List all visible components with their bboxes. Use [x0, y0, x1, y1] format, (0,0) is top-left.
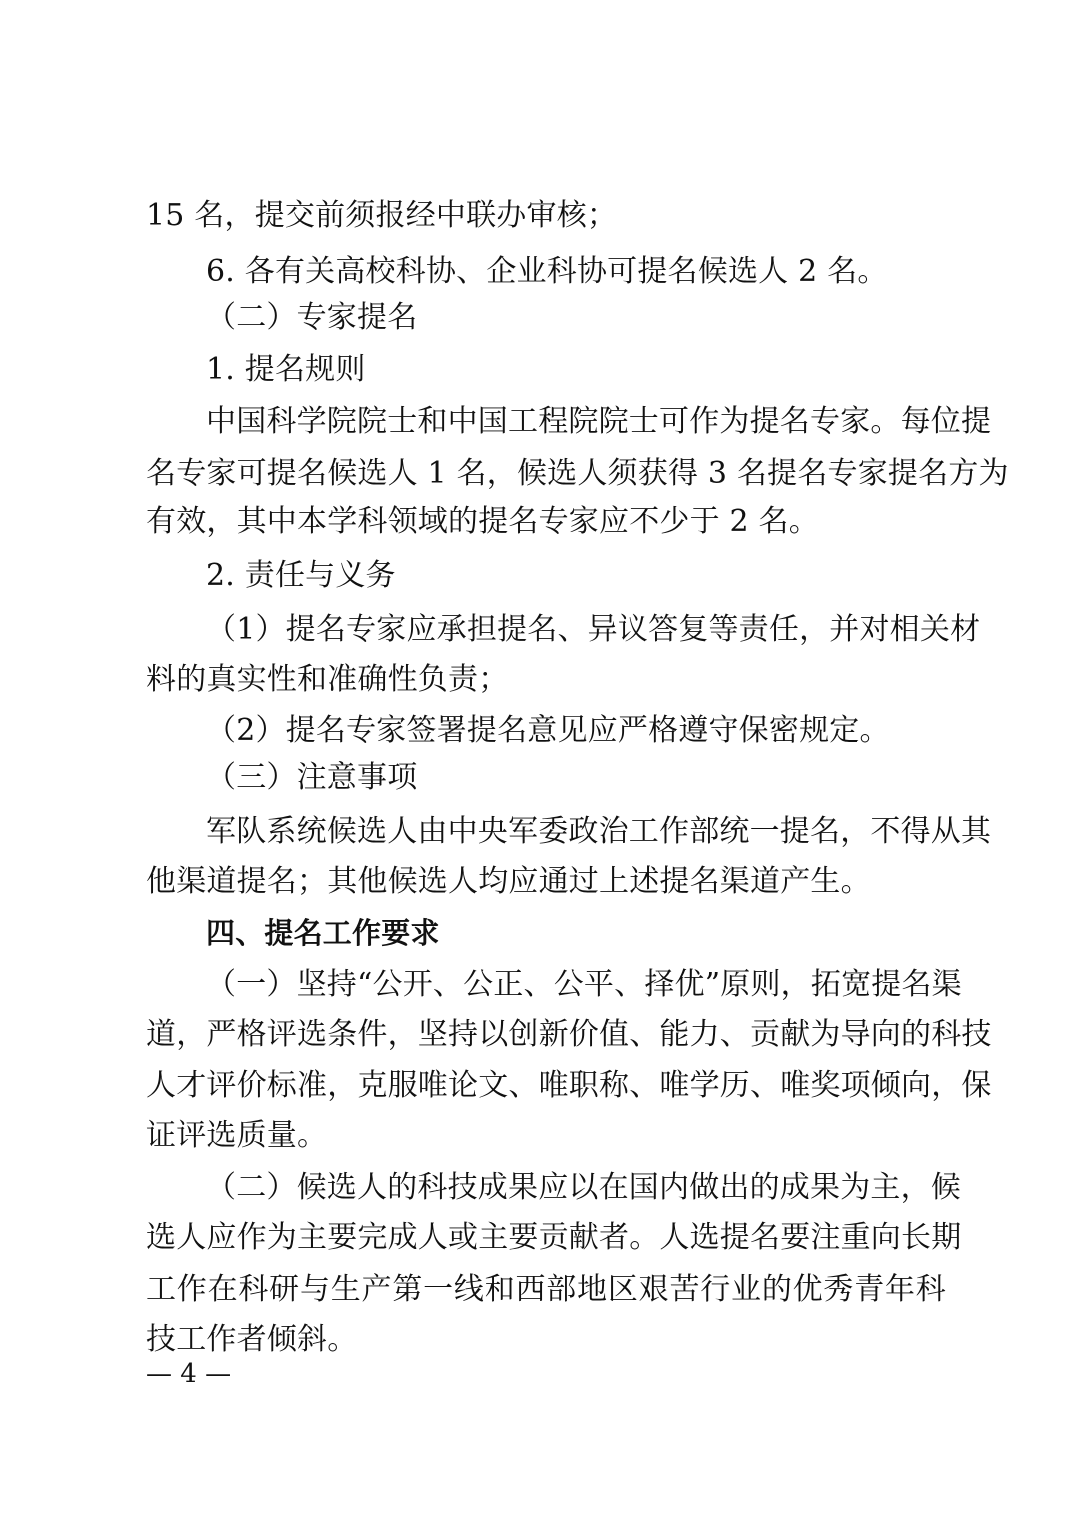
section-subheading: （三）注意事项 — [206, 760, 418, 795]
paragraph-line: 人才评价标准，克服唯论文、唯职称、唯学历、唯奖项倾向，保 — [146, 1068, 992, 1103]
paragraph-line: 证评选质量。 — [146, 1118, 328, 1153]
paragraph-line: 军队系统候选人由中央军委政治工作部统一提名，不得从其 — [206, 814, 992, 849]
section-subheading: （二）专家提名 — [206, 300, 418, 335]
page-number: — 4 — — [146, 1359, 232, 1389]
paragraph-line: （二）候选人的科技成果应以在国内做出的成果为主，候 — [206, 1170, 961, 1205]
paragraph-line: 中国科学院院士和中国工程院院士可作为提名专家。每位提 — [206, 404, 992, 439]
paragraph-line: 名专家可提名候选人 1 名，候选人须获得 3 名提名专家提名方为 — [146, 456, 1009, 491]
paragraph-line: 15 名，提交前须报经中联办审核； — [146, 198, 618, 233]
paragraph-line: （1）提名专家应承担提名、异议答复等责任，并对相关材 — [206, 612, 981, 647]
paragraph-line: 工作在科研与生产第一线和西部地区艰苦行业的优秀青年科 — [146, 1272, 946, 1307]
paragraph-line: 技工作者倾斜。 — [146, 1322, 358, 1357]
paragraph-line: 选人应作为主要完成人或主要贡献者。人选提名要注重向长期 — [146, 1220, 962, 1255]
paragraph-line: 料的真实性和准确性负责； — [146, 662, 509, 697]
section-heading: 四、提名工作要求 — [206, 916, 440, 950]
subsection-heading: 1. 提名规则 — [206, 352, 366, 387]
subsection-heading: 2. 责任与义务 — [206, 558, 396, 593]
paragraph-line: （一）坚持“公开、公正、公平、择优”原则，拓宽提名渠 — [206, 967, 962, 1002]
paragraph-line: 道，严格评选条件，坚持以创新价值、能力、贡献为导向的科技 — [146, 1017, 992, 1052]
list-item: 6. 各有关高校科协、企业科协可提名候选人 2 名。 — [206, 254, 888, 289]
paragraph-line: 他渠道提名；其他候选人均应通过上述提名渠道产生。 — [146, 864, 871, 899]
paragraph-line: （2）提名专家签署提名意见应严格遵守保密规定。 — [206, 713, 890, 748]
paragraph-line: 有效，其中本学科领域的提名专家应不少于 2 名。 — [146, 504, 819, 539]
